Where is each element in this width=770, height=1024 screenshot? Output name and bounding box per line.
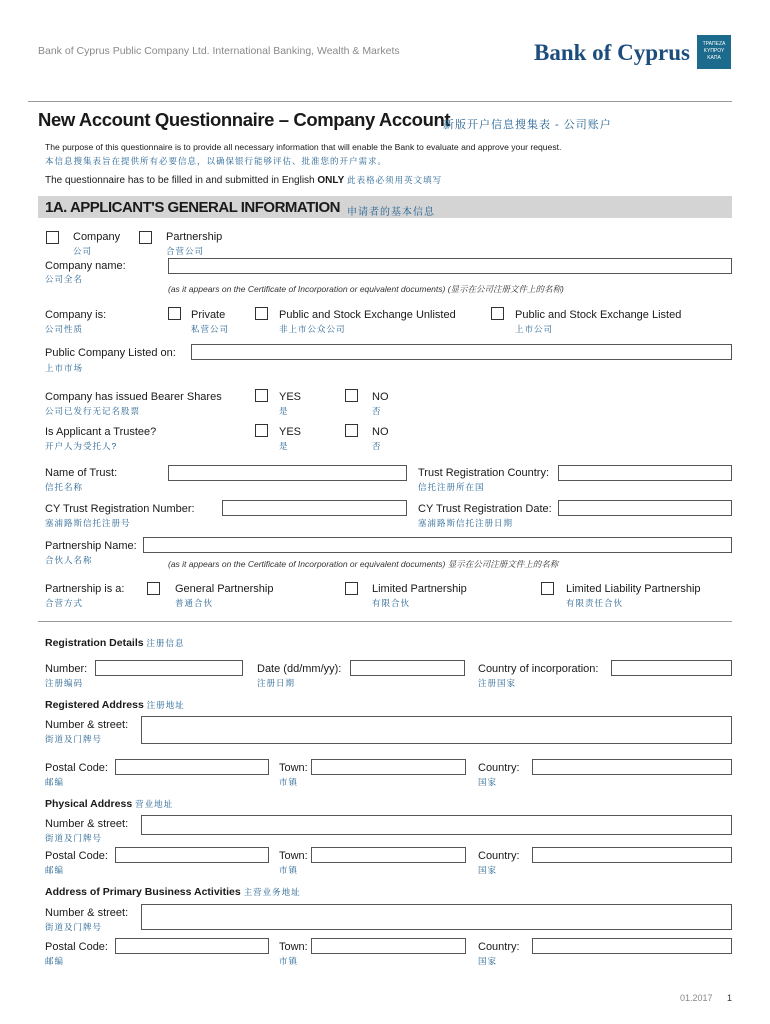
intro-line2-cn: 此表格必须用英文填写: [347, 175, 443, 185]
reg-postal-label-cn: 邮编: [45, 777, 65, 787]
bearer-yes-checkbox[interactable]: [255, 389, 268, 402]
bearer-yes-label: YES: [279, 391, 302, 403]
primary-address-heading-text: Address of Primary Business Activities: [45, 886, 241, 898]
prim-country-label: Country:: [478, 941, 520, 953]
llp-label-cn: 有限责任合伙: [566, 598, 624, 608]
phys-postal-input[interactable]: [115, 847, 269, 863]
general-partnership-label-cn: 普通合伙: [175, 598, 214, 608]
reg-number-input[interactable]: [95, 660, 243, 676]
unlisted-label-cn: 非上市公众公司: [279, 324, 346, 334]
prim-postal-label-cn: 邮编: [45, 956, 65, 966]
logo-badge-line: ΚΥΠΡΟΥ: [703, 48, 725, 54]
reg-town-label: Town:: [279, 762, 308, 774]
page-title-cn: 新版开户信息搜集表 - 公司账户: [443, 119, 612, 131]
bearer-no-label: NO: [372, 391, 389, 403]
reg-number-label-cn: 注册编码: [45, 678, 84, 688]
intro-line1: The purpose of this questionnaire is to provide all necessary information that will enable the Bank to evaluate and approve your request.: [45, 142, 562, 152]
listed-on-input[interactable]: [191, 344, 732, 360]
trustee-yes-label-cn: 是: [279, 441, 289, 451]
registration-heading-text: Registration Details: [45, 637, 144, 649]
primary-address-heading-cn: 主营业务地址: [243, 887, 301, 897]
phys-town-input[interactable]: [311, 847, 466, 863]
private-checkbox[interactable]: [168, 307, 181, 320]
cy-trust-number-label-cn: 塞浦路斯信托注册号: [45, 518, 131, 528]
cy-trust-date-label-cn: 塞浦路斯信托注册日期: [418, 518, 514, 528]
registration-heading-cn: 注册信息: [146, 638, 185, 648]
company-is-label-cn: 公司性质: [45, 324, 84, 334]
listed-on-label: Public Company Listed on:: [45, 347, 176, 359]
trust-name-input[interactable]: [168, 465, 407, 481]
reg-street-input[interactable]: [141, 716, 732, 744]
logo-badge-line: ΤΡΑΠΕΖΑ: [702, 41, 726, 47]
footer-version: 01.2017: [680, 993, 713, 1003]
trust-name-label-cn: 信托名称: [45, 482, 84, 492]
reg-street-label-cn: 街道及门牌号: [45, 734, 103, 744]
partnership-label: Partnership: [166, 231, 223, 243]
phys-town-label: Town:: [279, 850, 308, 862]
reg-country-addr-label-cn: 国家: [478, 777, 498, 787]
registration-heading: [45, 637, 185, 649]
physical-address-heading-text: Physical Address: [45, 798, 133, 810]
phys-country-input[interactable]: [532, 847, 732, 863]
prim-postal-input[interactable]: [115, 938, 269, 954]
intro-line1-cn: 本信息搜集表旨在提供所有必要信息，以确保银行能够评估、批准您的开户需求。: [45, 156, 388, 166]
company-name-input[interactable]: [168, 258, 732, 274]
company-is-label: Company is:: [45, 309, 107, 321]
phys-street-label-cn: 街道及门牌号: [45, 833, 103, 843]
phys-street-label: Number & street:: [45, 818, 129, 830]
bearer-label: Company has issued Bearer Shares: [45, 391, 222, 403]
llp-label: Limited Liability Partnership: [566, 583, 701, 595]
prim-postal-label: Postal Code:: [45, 941, 108, 953]
partnership-is-label-cn: 合营方式: [45, 598, 84, 608]
company-name-label: Company name:: [45, 260, 126, 272]
bearer-no-checkbox[interactable]: [345, 389, 358, 402]
listed-checkbox[interactable]: [491, 307, 504, 320]
company-checkbox[interactable]: [46, 231, 59, 244]
physical-address-heading-cn: 营业地址: [135, 799, 174, 809]
trustee-yes-label: YES: [279, 426, 302, 438]
reg-postal-input[interactable]: [115, 759, 269, 775]
company-label: Company: [73, 231, 121, 243]
prim-street-label-cn: 街道及门牌号: [45, 922, 103, 932]
registered-address-heading-text: Registered Address: [45, 699, 144, 711]
bearer-label-cn: 公司已发行无记名股票: [45, 406, 141, 416]
company-name-label-cn: 公司全名: [45, 274, 84, 284]
header-company-line: Bank of Cyprus Public Company Ltd. International Banking, Wealth & Markets: [38, 45, 400, 57]
reg-date-label-cn: 注册日期: [257, 678, 296, 688]
section-title: 1A. APPLICANT'S GENERAL INFORMATION: [45, 199, 340, 216]
reg-number-label: Number:: [45, 663, 88, 675]
prim-country-label-cn: 国家: [478, 956, 498, 966]
logo-badge: [697, 35, 731, 69]
reg-street-label: Number & street:: [45, 719, 129, 731]
title-rule: [28, 101, 732, 102]
listed-label-cn: 上市公司: [515, 324, 554, 334]
primary-address-heading: [45, 886, 301, 898]
trustee-label: Is Applicant a Trustee?: [45, 426, 157, 438]
page-title: New Account Questionnaire – Company Account: [38, 109, 451, 130]
company-name-note: (as it appears on the Certificate of Incorporation or equivalent documents) (显示在公司注册文件上的名称): [168, 284, 564, 294]
registered-address-heading-cn: 注册地址: [146, 700, 185, 710]
reg-country-input[interactable]: [611, 660, 732, 676]
trust-country-label: Trust Registration Country:: [418, 467, 550, 479]
private-label-cn: 私营公司: [191, 324, 230, 334]
prim-town-label-cn: 市镇: [279, 956, 299, 966]
reg-postal-label: Postal Code:: [45, 762, 108, 774]
logo-badge-line: ΚΑΠΑ: [707, 55, 721, 61]
general-partnership-checkbox[interactable]: [147, 582, 160, 595]
reg-country-addr-input[interactable]: [532, 759, 732, 775]
intro-line2-emph: ONLY: [317, 175, 345, 186]
limited-partnership-label-cn: 有限合伙: [372, 598, 411, 608]
phys-postal-label: Postal Code:: [45, 850, 108, 862]
limited-partnership-label: Limited Partnership: [372, 583, 467, 595]
phys-postal-label-cn: 邮编: [45, 865, 65, 875]
cy-trust-number-label: CY Trust Registration Number:: [45, 503, 195, 515]
unlisted-checkbox[interactable]: [255, 307, 268, 320]
reg-country-addr-label: Country:: [478, 762, 520, 774]
phys-country-label-cn: 国家: [478, 865, 498, 875]
logo-text: Bank of Cyprus: [534, 40, 690, 65]
cy-trust-date-input[interactable]: [558, 500, 732, 516]
trustee-no-label: NO: [372, 426, 389, 438]
partnership-name-label: Partnership Name:: [45, 540, 137, 552]
partnership-name-label-cn: 合伙人名称: [45, 555, 93, 565]
llp-checkbox[interactable]: [541, 582, 554, 595]
bearer-no-label-cn: 否: [372, 406, 382, 416]
intro-line2-text: The questionnaire has to be filled in and submitted in English: [45, 175, 318, 186]
footer-page-number: 1: [727, 993, 733, 1003]
reg-country-label: Country of incorporation:: [478, 663, 599, 675]
bearer-yes-label-cn: 是: [279, 406, 289, 416]
partnership-is-label: Partnership is a:: [45, 583, 125, 595]
phys-town-label-cn: 市镇: [279, 865, 299, 875]
physical-address-heading: [45, 798, 173, 810]
reg-date-input[interactable]: [350, 660, 465, 676]
divider: [38, 621, 732, 622]
listed-label: Public and Stock Exchange Listed: [515, 309, 682, 321]
prim-town-input[interactable]: [311, 938, 466, 954]
phys-country-label: Country:: [478, 850, 520, 862]
trustee-label-cn: 开户人为受托人?: [45, 441, 118, 451]
trustee-no-label-cn: 否: [372, 441, 382, 451]
partnership-checkbox[interactable]: [139, 231, 152, 244]
reg-town-input[interactable]: [311, 759, 466, 775]
reg-town-label-cn: 市镇: [279, 777, 299, 787]
unlisted-label: Public and Stock Exchange Unlisted: [279, 309, 456, 321]
trust-name-label: Name of Trust:: [45, 467, 118, 479]
general-partnership-label: General Partnership: [175, 583, 274, 595]
prim-country-input[interactable]: [532, 938, 732, 954]
cy-trust-date-label: CY Trust Registration Date:: [418, 503, 552, 515]
trust-country-input[interactable]: [558, 465, 732, 481]
limited-partnership-checkbox[interactable]: [345, 582, 358, 595]
cy-trust-number-input[interactable]: [222, 500, 407, 516]
listed-on-label-cn: 上市市场: [45, 363, 84, 373]
partnership-name-input[interactable]: [143, 537, 732, 553]
reg-country-label-cn: 注册国家: [478, 678, 517, 688]
company-label-cn: 公司: [73, 246, 93, 256]
registered-address-heading: [45, 699, 185, 711]
section-title-cn: 申请者的基本信息: [347, 207, 435, 218]
trust-country-label-cn: 信托注册所在国: [418, 482, 485, 492]
partnership-name-note: (as it appears on the Certificate of Incorporation or equivalent documents) 显示在公司注册文件上的名称: [168, 559, 559, 569]
intro-line2: [45, 174, 442, 186]
partnership-label-cn: 合营公司: [166, 246, 205, 256]
prim-town-label: Town:: [279, 941, 308, 953]
trustee-no-checkbox[interactable]: [345, 424, 358, 437]
private-label: Private: [191, 309, 226, 321]
prim-street-input[interactable]: [141, 904, 732, 930]
trustee-yes-checkbox[interactable]: [255, 424, 268, 437]
prim-street-label: Number & street:: [45, 907, 129, 919]
phys-street-input[interactable]: [141, 815, 732, 835]
reg-date-label: Date (dd/mm/yy):: [257, 663, 342, 675]
